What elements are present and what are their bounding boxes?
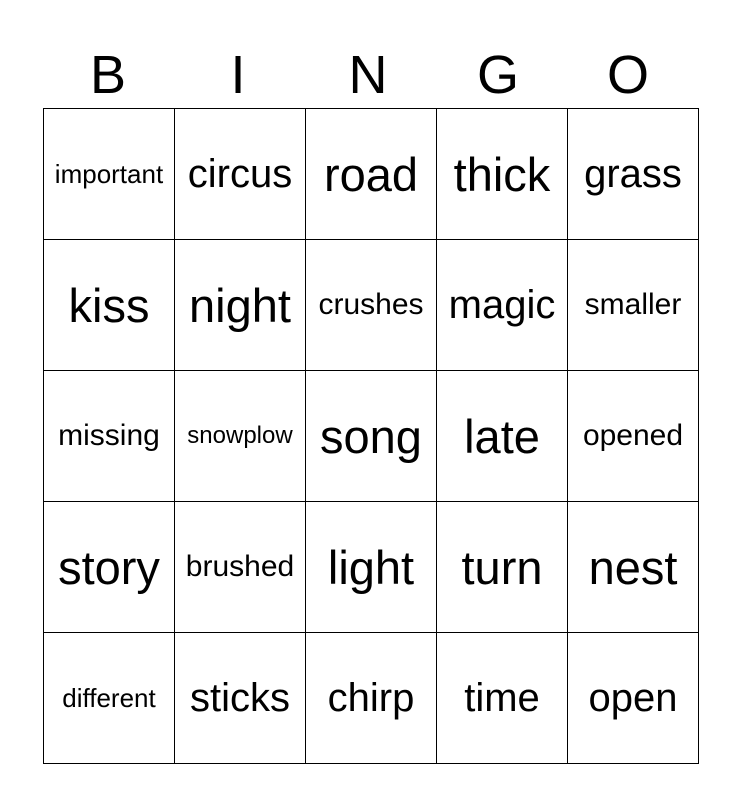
bingo-cell: song	[306, 371, 437, 502]
bingo-cell: snowplow	[175, 371, 306, 502]
bingo-cell: chirp	[306, 633, 437, 764]
bingo-cell: turn	[437, 502, 568, 633]
bingo-cell: road	[306, 109, 437, 240]
bingo-header	[43, 42, 693, 108]
bingo-cell: smaller	[568, 240, 699, 371]
bingo-cell: missing	[44, 371, 175, 502]
bingo-cell: nest	[568, 502, 699, 633]
bingo-grid	[43, 108, 699, 764]
bingo-cell: light	[306, 502, 437, 633]
bingo-cell: opened	[568, 371, 699, 502]
bingo-cell: time	[437, 633, 568, 764]
bingo-cell: thick	[437, 109, 568, 240]
bingo-cell: grass	[568, 109, 699, 240]
bingo-cell: night	[175, 240, 306, 371]
bingo-cell: crushes	[306, 240, 437, 371]
grid-row	[44, 633, 699, 764]
bingo-cell: important	[44, 109, 175, 240]
bingo-cell: open	[568, 633, 699, 764]
grid-row	[44, 371, 699, 502]
grid-row	[44, 109, 699, 240]
bingo-cell: late	[437, 371, 568, 502]
header-letter-n: N	[348, 45, 388, 105]
bingo-cell: magic	[437, 240, 568, 371]
bingo-cell: circus	[175, 109, 306, 240]
grid-row	[44, 502, 699, 633]
header-letter-o: O	[606, 45, 649, 105]
bingo-cell: story	[44, 502, 175, 633]
header-letter-g: G	[476, 45, 519, 105]
grid-row	[44, 240, 699, 371]
bingo-cell: sticks	[175, 633, 306, 764]
bingo-cell: different	[44, 633, 175, 764]
header-letter-i: I	[230, 45, 246, 105]
bingo-cell: brushed	[175, 502, 306, 633]
header-letter-b: B	[89, 45, 127, 105]
bingo-cell: kiss	[44, 240, 175, 371]
